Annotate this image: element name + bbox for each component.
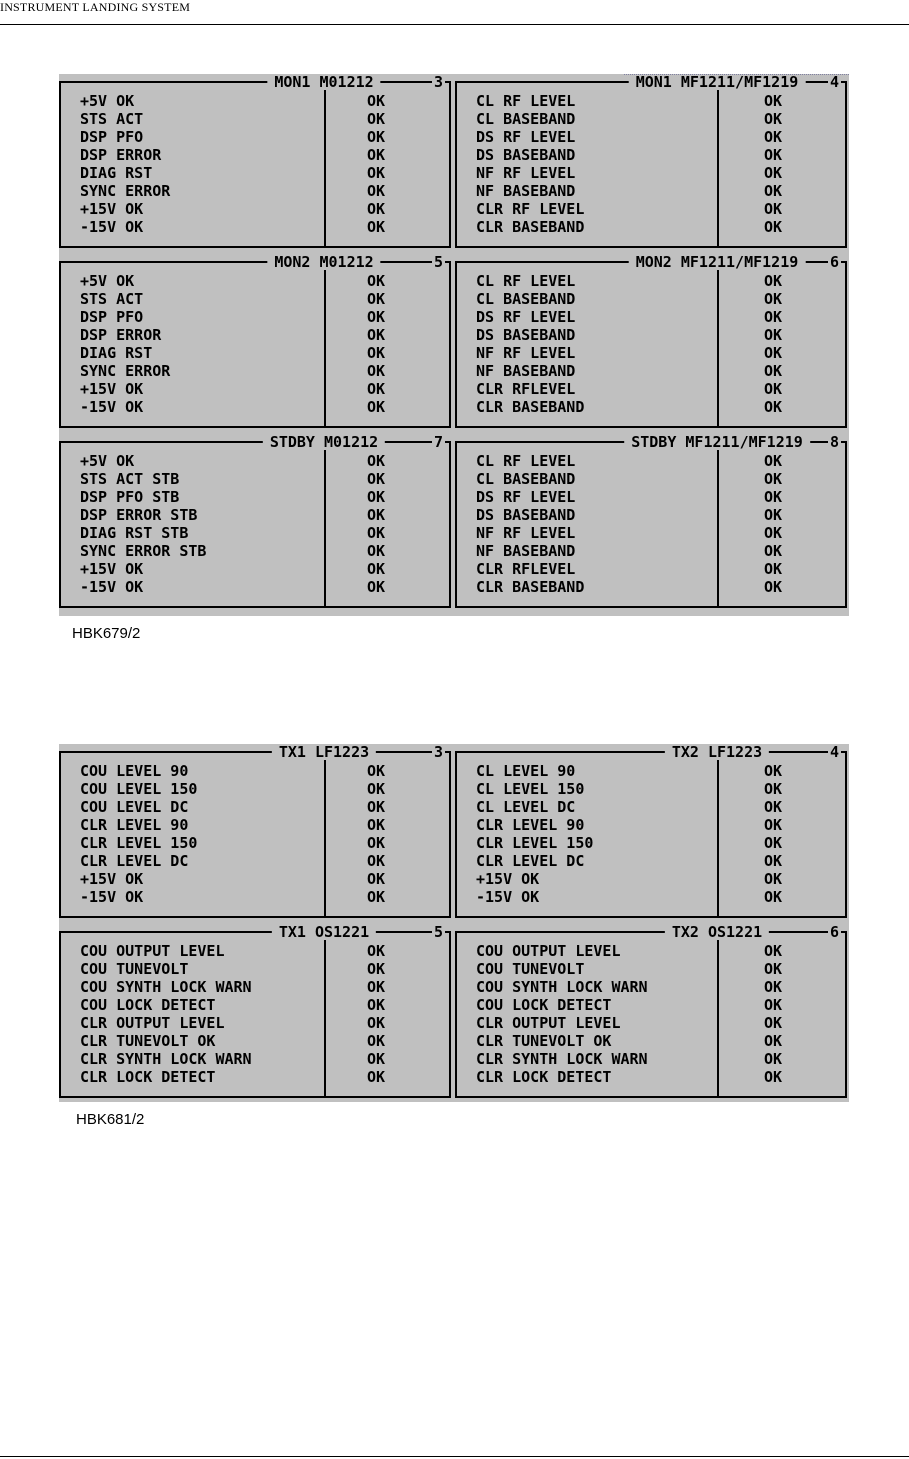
status-label: CLR LEVEL 150 — [476, 834, 594, 852]
status-label: NF BASEBAND — [476, 542, 576, 560]
status-value: OK — [367, 816, 386, 834]
status-label: NF BASEBAND — [476, 182, 576, 200]
status-label: DSP ERROR — [80, 326, 162, 344]
status-row — [455, 272, 847, 290]
status-value: OK — [367, 398, 386, 416]
status-value: OK — [764, 218, 783, 236]
status-row — [455, 146, 847, 164]
status-row — [455, 308, 847, 326]
status-value: OK — [764, 488, 783, 506]
status-label: STS ACT STB — [80, 470, 180, 488]
status-value: OK — [764, 128, 783, 146]
status-label: CL BASEBAND — [476, 290, 576, 308]
status-panel-tx2-os1221 — [455, 924, 847, 1104]
status-value: OK — [367, 978, 386, 996]
status-label: CLR RFLEVEL — [476, 560, 576, 578]
panel-number: 6 — [829, 923, 839, 941]
header-rule — [0, 24, 909, 25]
status-value: OK — [367, 290, 386, 308]
status-label: COU OUTPUT LEVEL — [476, 942, 621, 960]
status-label: COU TUNEVOLT — [476, 960, 585, 978]
status-value: OK — [764, 560, 783, 578]
figure-caption: HBK679/2 — [72, 625, 141, 642]
panel-number: 8 — [829, 433, 839, 451]
status-label: COU TUNEVOLT — [80, 960, 189, 978]
status-value: OK — [367, 942, 386, 960]
status-value: OK — [764, 524, 783, 542]
status-label: CLR LEVEL DC — [476, 852, 585, 870]
status-row — [455, 1068, 847, 1086]
status-panel-mon1-mf1211-mf1219 — [455, 74, 847, 254]
status-row — [59, 834, 451, 852]
status-value: OK — [367, 1050, 386, 1068]
status-row — [59, 942, 451, 960]
status-label: COU SYNTH LOCK WARN — [476, 978, 648, 996]
status-row — [59, 780, 451, 798]
status-row — [59, 146, 451, 164]
status-row — [455, 888, 847, 906]
status-row — [59, 560, 451, 578]
status-row — [455, 200, 847, 218]
status-value: OK — [367, 888, 386, 906]
status-value: OK — [764, 272, 783, 290]
status-label: CLR RF LEVEL — [476, 200, 585, 218]
status-list — [59, 942, 451, 1086]
status-value: OK — [367, 780, 386, 798]
status-value: OK — [367, 762, 386, 780]
status-row — [59, 888, 451, 906]
figure-caption: HBK681/2 — [76, 1111, 145, 1128]
panel-number: 4 — [829, 743, 839, 761]
status-row — [59, 1014, 451, 1032]
status-label: +15V OK — [80, 560, 144, 578]
status-value: OK — [764, 92, 783, 110]
status-row — [59, 200, 451, 218]
status-row — [59, 1050, 451, 1068]
status-value: OK — [367, 92, 386, 110]
status-value: OK — [764, 290, 783, 308]
status-value: OK — [764, 326, 783, 344]
status-row — [455, 452, 847, 470]
status-label: -15V OK — [80, 888, 144, 906]
status-value: OK — [367, 488, 386, 506]
status-label: DS BASEBAND — [476, 146, 576, 164]
status-value: OK — [764, 506, 783, 524]
status-row — [455, 870, 847, 888]
panel-title: MON2 MF1211/MF1219 — [629, 254, 806, 270]
status-label: CL LEVEL DC — [476, 798, 576, 816]
status-label: -15V OK — [80, 398, 144, 416]
status-row — [455, 164, 847, 182]
status-label: +15V OK — [80, 200, 144, 218]
status-value: OK — [764, 398, 783, 416]
status-value: OK — [367, 380, 386, 398]
status-row — [455, 92, 847, 110]
status-label: DIAG RST STB — [80, 524, 189, 542]
status-row — [59, 470, 451, 488]
status-value: OK — [764, 816, 783, 834]
status-value: OK — [764, 578, 783, 596]
status-value: OK — [764, 164, 783, 182]
status-row — [455, 816, 847, 834]
status-row — [59, 1068, 451, 1086]
status-value: OK — [367, 870, 386, 888]
status-value: OK — [764, 888, 783, 906]
status-list — [455, 452, 847, 596]
status-list — [59, 92, 451, 236]
status-row — [455, 542, 847, 560]
status-value: OK — [367, 996, 386, 1014]
panel-title: MON1 MF1211/MF1219 — [629, 74, 806, 90]
status-row — [59, 362, 451, 380]
panel-number: 3 — [433, 743, 443, 761]
status-label: DIAG RST — [80, 344, 153, 362]
status-row — [59, 218, 451, 236]
status-label: DS RF LEVEL — [476, 488, 576, 506]
status-row — [455, 398, 847, 416]
status-row — [455, 362, 847, 380]
status-row — [59, 542, 451, 560]
status-list — [455, 92, 847, 236]
status-value: OK — [764, 308, 783, 326]
status-panel-mon2-m01212 — [59, 254, 451, 434]
status-row — [455, 852, 847, 870]
status-label: CLR LEVEL 90 — [80, 816, 189, 834]
status-label: CL RF LEVEL — [476, 92, 576, 110]
status-value: OK — [367, 362, 386, 380]
status-row — [59, 852, 451, 870]
panel-number: 5 — [433, 923, 443, 941]
status-row — [59, 308, 451, 326]
status-row — [455, 1032, 847, 1050]
status-label: +5V OK — [80, 272, 135, 290]
panel-number: 3 — [433, 73, 443, 91]
status-value: OK — [764, 942, 783, 960]
status-panel-stdby-m01212 — [59, 434, 451, 614]
status-label: +15V OK — [80, 870, 144, 888]
status-value: OK — [764, 110, 783, 128]
status-label: CL BASEBAND — [476, 110, 576, 128]
status-row — [455, 488, 847, 506]
status-panel-stdby-mf1211-mf1219 — [455, 434, 847, 614]
status-label: COU LEVEL 90 — [80, 762, 189, 780]
status-label: DS BASEBAND — [476, 326, 576, 344]
status-label: CLR TUNEVOLT OK — [476, 1032, 612, 1050]
status-list — [59, 452, 451, 596]
status-row — [59, 798, 451, 816]
transmitter-status-screen — [59, 744, 849, 1102]
status-value: OK — [764, 996, 783, 1014]
status-value: OK — [367, 524, 386, 542]
panel-title: STDBY M01212 — [263, 434, 385, 450]
status-value: OK — [367, 960, 386, 978]
status-label: CLR LEVEL DC — [80, 852, 189, 870]
status-row — [59, 762, 451, 780]
status-list — [59, 272, 451, 416]
status-value: OK — [764, 852, 783, 870]
status-row — [455, 978, 847, 996]
status-row — [455, 524, 847, 542]
status-row — [455, 128, 847, 146]
status-label: CLR LEVEL 150 — [80, 834, 198, 852]
status-label: -15V OK — [80, 218, 144, 236]
panel-title: TX2 OS1221 — [665, 924, 769, 940]
status-value: OK — [367, 146, 386, 164]
status-row — [59, 524, 451, 542]
status-value: OK — [367, 506, 386, 524]
status-row — [59, 398, 451, 416]
status-label: DSP ERROR STB — [80, 506, 198, 524]
status-row — [59, 290, 451, 308]
status-row — [455, 1050, 847, 1068]
status-row — [59, 128, 451, 146]
status-label: DSP PFO — [80, 308, 144, 326]
status-label: COU LOCK DETECT — [476, 996, 612, 1014]
status-label: DIAG RST — [80, 164, 153, 182]
status-row — [455, 218, 847, 236]
status-list — [455, 272, 847, 416]
monitor-status-screen — [59, 74, 849, 616]
status-value: OK — [367, 852, 386, 870]
status-value: OK — [367, 308, 386, 326]
status-label: DS RF LEVEL — [476, 128, 576, 146]
status-panel-tx2-lf1223 — [455, 744, 847, 924]
status-row — [59, 344, 451, 362]
status-value: OK — [764, 1068, 783, 1086]
status-value: OK — [367, 326, 386, 344]
status-label: COU LEVEL 150 — [80, 780, 198, 798]
status-label: DS RF LEVEL — [476, 308, 576, 326]
status-label: CL RF LEVEL — [476, 272, 576, 290]
footer-rule — [0, 1456, 909, 1457]
status-value: OK — [764, 146, 783, 164]
status-row — [455, 470, 847, 488]
status-value: OK — [764, 542, 783, 560]
status-label: COU LEVEL DC — [80, 798, 189, 816]
status-label: CLR BASEBAND — [476, 578, 585, 596]
status-value: OK — [764, 834, 783, 852]
status-label: CLR BASEBAND — [476, 398, 585, 416]
status-label: +15V OK — [476, 870, 540, 888]
status-list — [455, 942, 847, 1086]
status-label: DSP PFO — [80, 128, 144, 146]
status-row — [59, 452, 451, 470]
status-value: OK — [764, 452, 783, 470]
status-row — [59, 92, 451, 110]
status-list — [455, 762, 847, 906]
panel-title: TX1 LF1223 — [272, 744, 376, 760]
status-label: COU OUTPUT LEVEL — [80, 942, 225, 960]
status-row — [455, 942, 847, 960]
status-value: OK — [764, 344, 783, 362]
status-label: NF BASEBAND — [476, 362, 576, 380]
status-value: OK — [367, 560, 386, 578]
status-panel-tx1-lf1223 — [59, 744, 451, 924]
panel-title: STDBY MF1211/MF1219 — [624, 434, 810, 450]
status-label: STS ACT — [80, 110, 144, 128]
status-row — [59, 578, 451, 596]
status-label: -15V OK — [80, 578, 144, 596]
status-label: STS ACT — [80, 290, 144, 308]
status-row — [59, 110, 451, 128]
status-label: +5V OK — [80, 92, 135, 110]
status-value: OK — [367, 128, 386, 146]
status-value: OK — [764, 978, 783, 996]
status-row — [59, 182, 451, 200]
status-value: OK — [764, 182, 783, 200]
status-label: CLR TUNEVOLT OK — [80, 1032, 216, 1050]
status-label: CLR OUTPUT LEVEL — [80, 1014, 225, 1032]
status-label: CLR BASEBAND — [476, 218, 585, 236]
panel-number: 6 — [829, 253, 839, 271]
panel-title: MON2 M01212 — [267, 254, 380, 270]
status-label: +15V OK — [80, 380, 144, 398]
status-label: CLR SYNTH LOCK WARN — [476, 1050, 648, 1068]
status-value: OK — [367, 182, 386, 200]
status-label: CL BASEBAND — [476, 470, 576, 488]
status-label: CL LEVEL 90 — [476, 762, 576, 780]
status-row — [59, 380, 451, 398]
status-label: CLR LOCK DETECT — [476, 1068, 612, 1086]
status-label: CLR LOCK DETECT — [80, 1068, 216, 1086]
panel-number: 4 — [829, 73, 839, 91]
status-label: CLR RFLEVEL — [476, 380, 576, 398]
status-label: NF RF LEVEL — [476, 164, 576, 182]
status-row — [455, 290, 847, 308]
status-value: OK — [367, 470, 386, 488]
status-label: +5V OK — [80, 452, 135, 470]
status-value: OK — [367, 578, 386, 596]
status-value: OK — [764, 200, 783, 218]
status-label: COU SYNTH LOCK WARN — [80, 978, 252, 996]
status-label: CL RF LEVEL — [476, 452, 576, 470]
status-label: DSP ERROR — [80, 146, 162, 164]
status-list — [59, 762, 451, 906]
status-value: OK — [367, 272, 386, 290]
status-value: OK — [367, 1014, 386, 1032]
status-value: OK — [764, 870, 783, 888]
status-row — [455, 762, 847, 780]
status-row — [455, 182, 847, 200]
status-row — [455, 326, 847, 344]
page-header-title: INSTRUMENT LANDING SYSTEM — [0, 0, 191, 14]
status-row — [59, 978, 451, 996]
status-row — [59, 996, 451, 1014]
status-row — [455, 560, 847, 578]
status-label: COU LOCK DETECT — [80, 996, 216, 1014]
status-row — [59, 488, 451, 506]
panel-number: 5 — [433, 253, 443, 271]
status-row — [59, 816, 451, 834]
status-panel-mon2-mf1211-mf1219 — [455, 254, 847, 434]
panel-title: TX2 LF1223 — [665, 744, 769, 760]
status-label: CLR LEVEL 90 — [476, 816, 585, 834]
status-value: OK — [764, 798, 783, 816]
status-value: OK — [367, 218, 386, 236]
status-value: OK — [367, 1032, 386, 1050]
status-value: OK — [367, 110, 386, 128]
status-label: SYNC ERROR — [80, 362, 171, 380]
status-row — [455, 506, 847, 524]
status-label: CLR SYNTH LOCK WARN — [80, 1050, 252, 1068]
status-value: OK — [367, 452, 386, 470]
status-value: OK — [367, 798, 386, 816]
status-row — [455, 110, 847, 128]
status-row — [455, 780, 847, 798]
status-label: NF RF LEVEL — [476, 524, 576, 542]
status-value: OK — [764, 1050, 783, 1068]
status-value: OK — [367, 164, 386, 182]
status-value: OK — [764, 1014, 783, 1032]
status-label: CLR OUTPUT LEVEL — [476, 1014, 621, 1032]
status-row — [59, 1032, 451, 1050]
status-row — [59, 164, 451, 182]
status-row — [455, 960, 847, 978]
status-value: OK — [367, 344, 386, 362]
status-value: OK — [764, 960, 783, 978]
status-row — [59, 960, 451, 978]
status-panel-tx1-os1221 — [59, 924, 451, 1104]
status-value: OK — [764, 762, 783, 780]
status-value: OK — [764, 1032, 783, 1050]
status-value: OK — [367, 542, 386, 560]
status-row — [455, 380, 847, 398]
status-label: NF RF LEVEL — [476, 344, 576, 362]
panel-title: TX1 OS1221 — [272, 924, 376, 940]
status-row — [455, 578, 847, 596]
status-label: DSP PFO STB — [80, 488, 180, 506]
status-value: OK — [367, 200, 386, 218]
status-label: -15V OK — [476, 888, 540, 906]
status-row — [455, 344, 847, 362]
status-row — [455, 1014, 847, 1032]
panel-title: MON1 M01212 — [267, 74, 380, 90]
status-row — [59, 870, 451, 888]
status-value: OK — [764, 780, 783, 798]
status-label: DS BASEBAND — [476, 506, 576, 524]
status-row — [59, 272, 451, 290]
panel-number: 7 — [433, 433, 443, 451]
status-row — [59, 326, 451, 344]
status-value: OK — [367, 834, 386, 852]
status-row — [455, 834, 847, 852]
status-label: CL LEVEL 150 — [476, 780, 585, 798]
status-row — [455, 996, 847, 1014]
status-row — [59, 506, 451, 524]
status-value: OK — [764, 380, 783, 398]
status-panel-mon1-m01212 — [59, 74, 451, 254]
status-value: OK — [764, 362, 783, 380]
status-value: OK — [764, 470, 783, 488]
status-label: SYNC ERROR STB — [80, 542, 207, 560]
status-value: OK — [367, 1068, 386, 1086]
status-row — [455, 798, 847, 816]
status-label: SYNC ERROR — [80, 182, 171, 200]
